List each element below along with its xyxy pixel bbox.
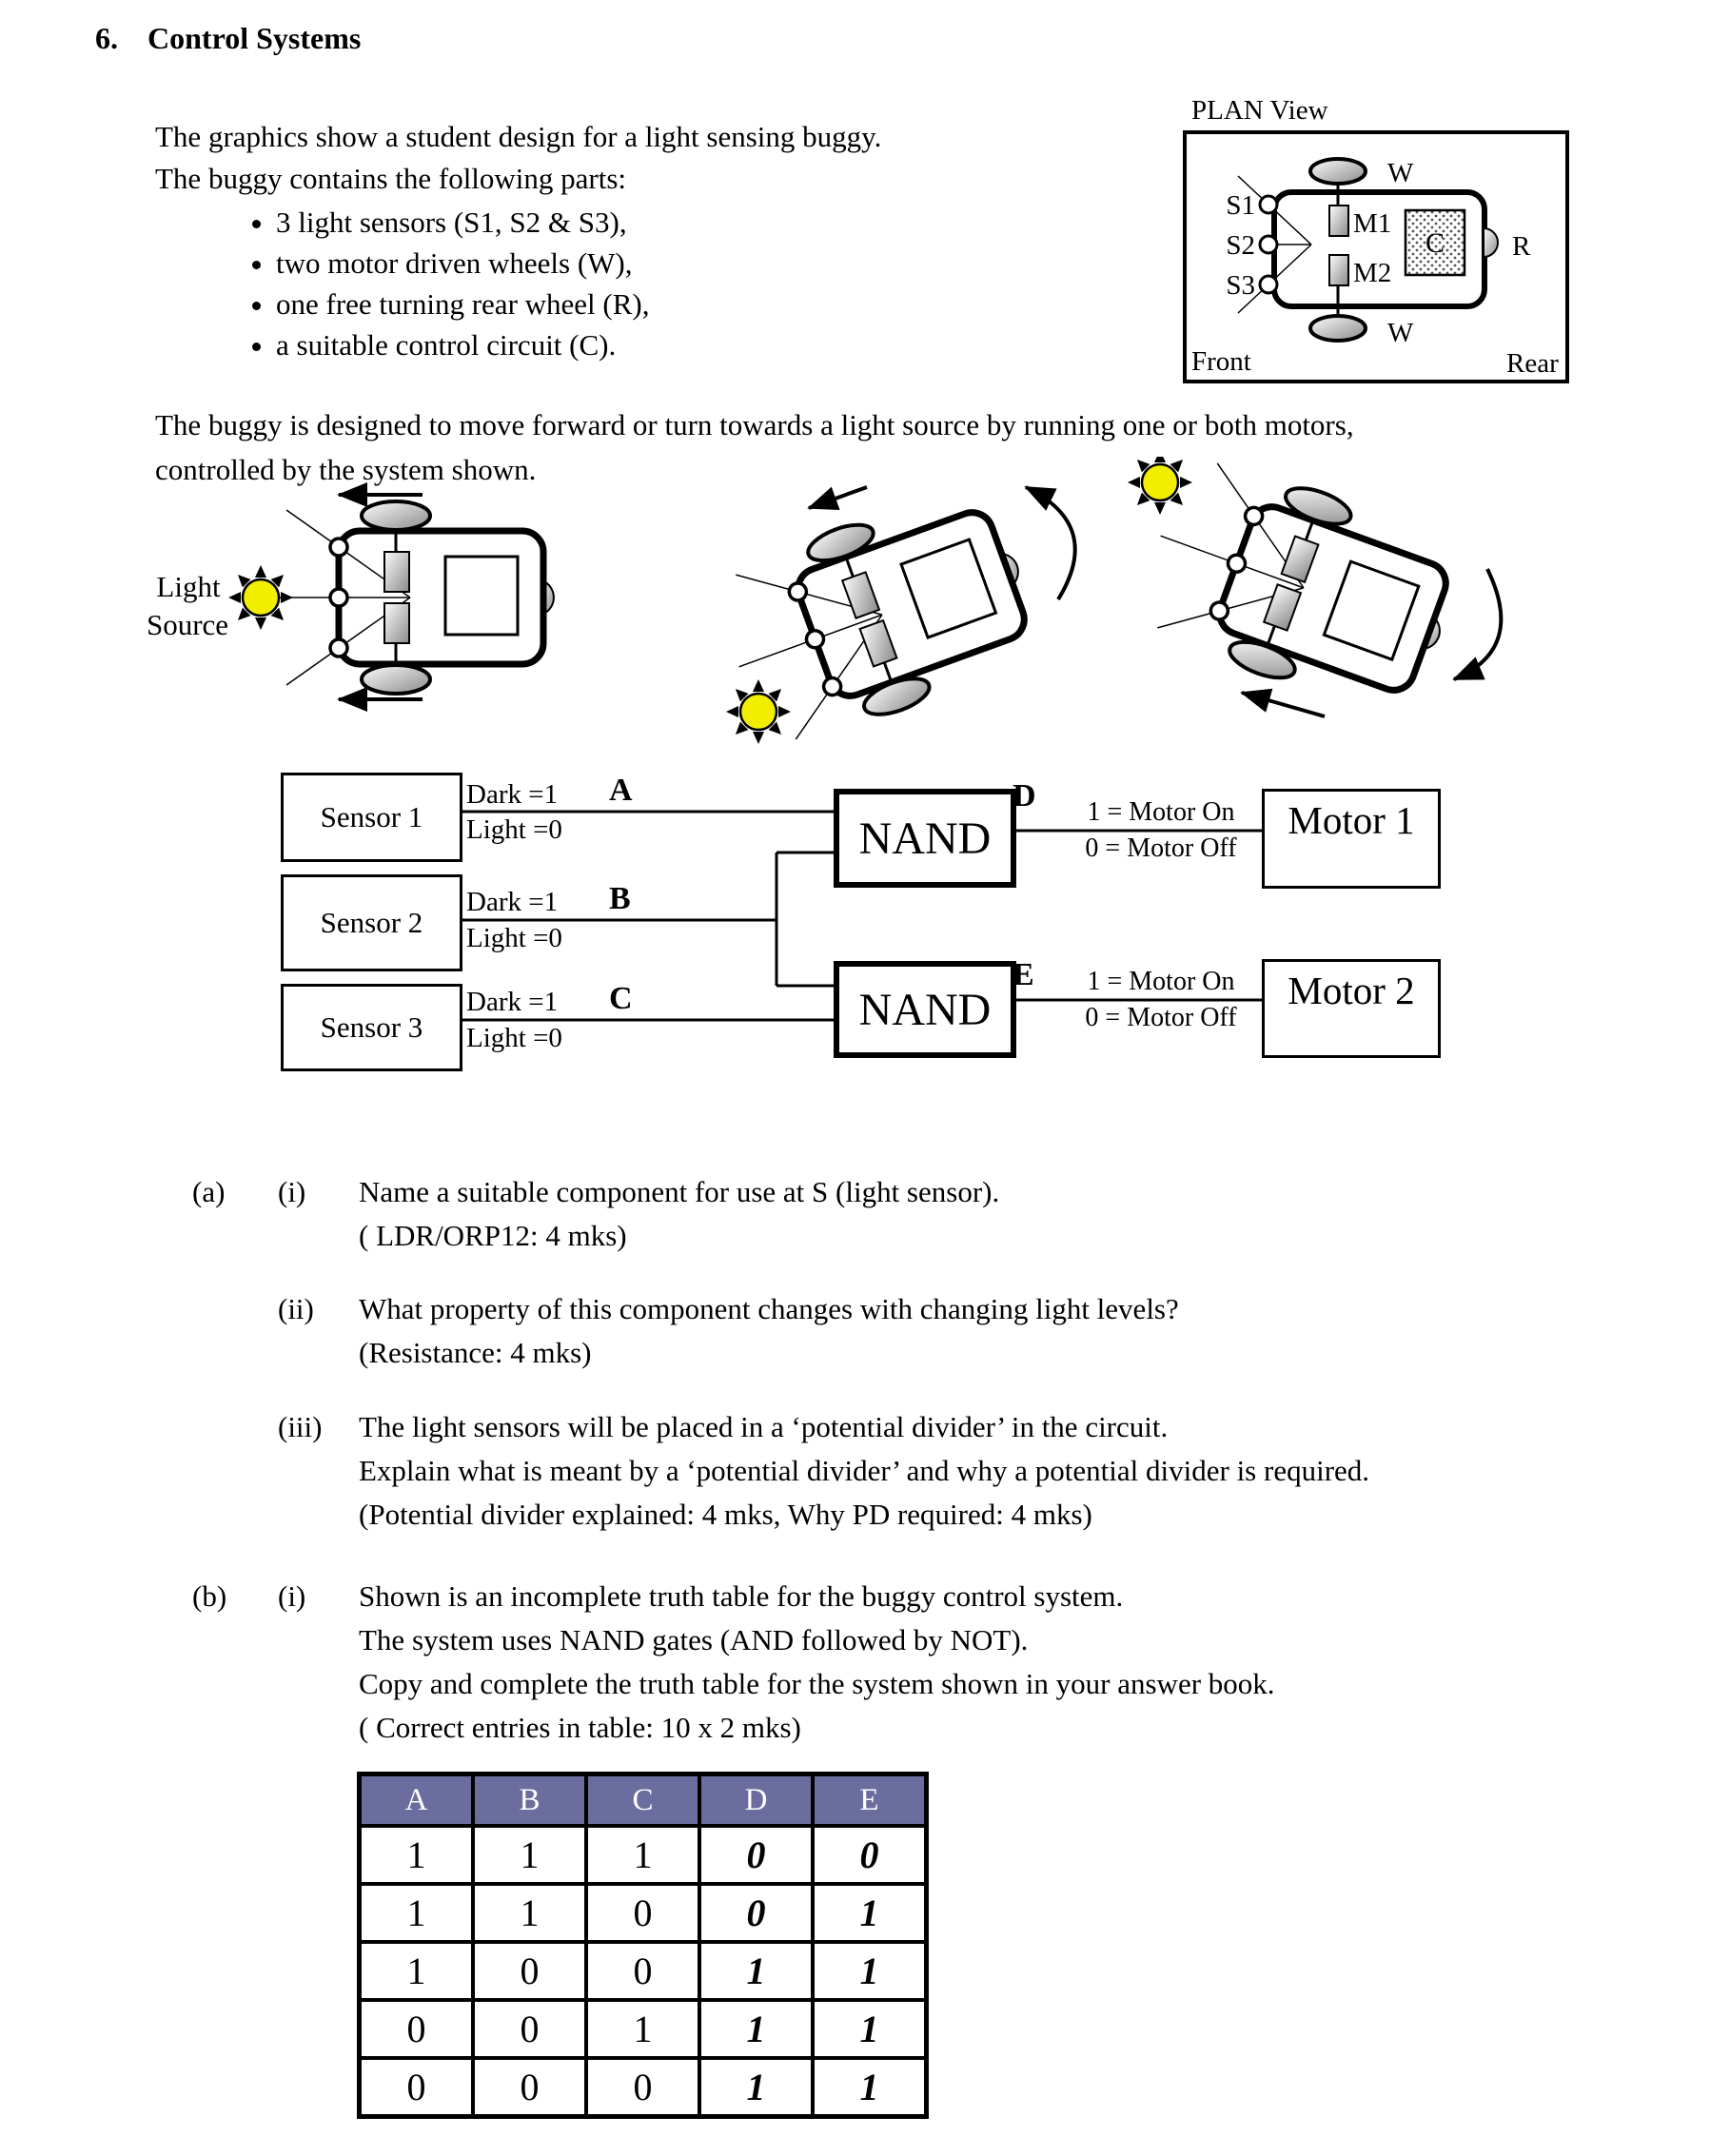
nand-gate-2: [834, 961, 1016, 1058]
sensor1-box: [281, 773, 462, 862]
motor1-box: [1262, 789, 1441, 889]
signal-c: C: [609, 981, 633, 1016]
signal-d: D: [1012, 778, 1036, 813]
answer-line: (Potential divider explained: 4 mks, Why PD required: 4 mks): [359, 1498, 1092, 1531]
light-label-c: Light =0: [466, 1023, 562, 1053]
label-s2: S2: [1226, 230, 1255, 261]
answer-line: ( LDR/ORP12: 4 mks): [359, 1219, 627, 1252]
label-w-bottom: W: [1387, 318, 1414, 348]
sensor1-label: Sensor 1: [320, 800, 423, 833]
nand2-label: NAND: [858, 984, 992, 1035]
label-m2: M2: [1353, 258, 1392, 288]
cell-answer: 1: [699, 2000, 813, 2058]
cell: 1: [473, 1826, 586, 1884]
col-header-a: A: [360, 1774, 474, 1827]
cell: 0: [473, 2000, 586, 2058]
table-row: [360, 2058, 927, 2117]
plan-view-diagram: [1183, 130, 1573, 387]
question-a-i-text: [359, 1170, 999, 1258]
col-header-e: E: [813, 1774, 927, 1827]
sensor3-label: Sensor 3: [320, 1010, 423, 1044]
signal-b: B: [609, 881, 631, 916]
marker-ii: (ii): [278, 1292, 314, 1325]
answer-line: (Resistance: 4 mks): [359, 1336, 592, 1369]
cell-answer: 0: [813, 1826, 927, 1884]
question-a-ii: [278, 1287, 1179, 1375]
table-row: [360, 1942, 927, 2000]
signal-e: E: [1012, 957, 1034, 992]
cell: 1: [360, 1884, 474, 1942]
dark-label-b: Dark =1: [466, 887, 559, 917]
list-item: • two motor driven wheels (W),: [276, 243, 649, 284]
signal-a: A: [609, 773, 633, 808]
movement-line-1: The buggy is designed to move forward or turn towards a light source by running one or both motors,: [155, 408, 1354, 441]
cell: 0: [360, 2058, 474, 2117]
light-source-label-line1: Light: [156, 570, 221, 603]
table-row: [360, 2000, 927, 2058]
sensor2-box: [281, 874, 462, 971]
cell-answer: 1: [699, 1942, 813, 2000]
turn-arrow-straight: [1242, 693, 1325, 716]
cell-answer: 1: [813, 2058, 927, 2117]
cell: 0: [360, 2000, 474, 2058]
table-row: [360, 1884, 927, 1942]
cell-answer: 1: [699, 2058, 813, 2117]
question-line: Copy and complete the truth table for the system shown in your answer book.: [359, 1667, 1275, 1700]
motor-off-label-1: 0 = Motor Off: [1085, 833, 1237, 863]
motor-off-label-2: 0 = Motor Off: [1085, 1003, 1237, 1032]
light-label-b: Light =0: [466, 923, 562, 953]
label-front: Front: [1191, 346, 1251, 377]
label-c: C: [1425, 227, 1445, 259]
label-s3: S3: [1226, 270, 1255, 301]
label-s1: S1: [1226, 190, 1255, 221]
motor2-block: [1329, 255, 1348, 285]
question-line: The light sensors will be placed in a ‘potential divider’ in the circuit.: [359, 1410, 1169, 1443]
sun-icon: [228, 565, 293, 630]
sun-icon: [1128, 457, 1192, 515]
turn-arrow-curved: [1454, 569, 1501, 679]
marker-b: (b): [192, 1579, 227, 1613]
intro-line-1: The graphics show a student design for a light sensing buggy.: [155, 120, 882, 153]
cell: 1: [586, 2000, 699, 2058]
cell: 0: [586, 1884, 699, 1942]
wheel-top: [1310, 159, 1366, 184]
page-title: Control Systems: [147, 21, 362, 55]
cell-answer: 1: [813, 2000, 927, 2058]
cell: 0: [473, 2058, 586, 2117]
cell: 1: [360, 1826, 474, 1884]
question-b-i: [192, 1575, 1275, 1750]
buggy-movement-figure: [0, 457, 1730, 785]
motor1-block: [1329, 206, 1348, 236]
nand1-label: NAND: [858, 813, 992, 864]
col-header-c: C: [586, 1774, 699, 1827]
turn-arrow-curved: [1026, 487, 1075, 599]
marker-a: (a): [192, 1175, 226, 1208]
question-b-i-text: [359, 1575, 1275, 1750]
dark-label-a: Dark =1: [466, 779, 559, 810]
sensor2-label: Sensor 2: [320, 906, 423, 939]
cell: 0: [473, 1942, 586, 2000]
light-source-label-line2: Source: [146, 608, 229, 641]
motor2-box: [1262, 959, 1441, 1058]
cell-answer: 0: [699, 1884, 813, 1942]
parts-list: [202, 202, 649, 365]
list-item: • a suitable control circuit (C).: [276, 324, 649, 365]
cell: 1: [360, 1942, 474, 2000]
table-row: [360, 1826, 927, 1884]
label-w-top: W: [1387, 158, 1414, 188]
turn-arrow-straight: [809, 487, 867, 508]
list-item: • one free turning rear wheel (R),: [276, 284, 649, 324]
sensor2-dot: [1260, 236, 1277, 253]
marker-i: (i): [278, 1175, 306, 1208]
truth-table: [357, 1772, 929, 2119]
buggy-forward: [258, 501, 554, 694]
wheel-bottom: [1310, 316, 1366, 341]
light-label-a: Light =0: [466, 814, 562, 845]
truth-table-header-row: [360, 1774, 927, 1827]
question-number: 6.: [95, 21, 118, 55]
nand-gate-1: [834, 789, 1016, 888]
question-a-ii-text: [359, 1287, 1179, 1375]
intro-line-2: The buggy contains the following parts:: [155, 162, 627, 195]
question-line: Name a suitable component for use at S (light sensor).: [359, 1175, 1000, 1208]
sun-icon: [726, 679, 791, 744]
label-r: R: [1512, 231, 1531, 262]
sensor1-dot: [1260, 196, 1277, 213]
sensor3-dot: [1260, 276, 1277, 293]
motor1-label: Motor 1: [1288, 798, 1415, 842]
label-rear: Rear: [1506, 348, 1559, 379]
col-header-d: D: [699, 1774, 813, 1827]
motor-on-label-1: 1 = Motor On: [1087, 797, 1235, 827]
question-line: The system uses NAND gates (AND followed by NOT).: [359, 1623, 1029, 1656]
cell-answer: 1: [813, 1884, 927, 1942]
movement-line-2: controlled by the system shown.: [155, 453, 537, 486]
question-line: What property of this component changes with changing light levels?: [359, 1292, 1179, 1325]
question-line: Explain what is meant by a ‘potential divider’ and why a potential divider is required.: [359, 1454, 1370, 1487]
cell: 1: [473, 1884, 586, 1942]
motor-on-label-2: 1 = Motor On: [1087, 967, 1235, 996]
cell: 1: [586, 1826, 699, 1884]
intro-paragraph: [155, 116, 881, 200]
marker-iii: (iii): [278, 1410, 323, 1443]
cell-answer: 1: [813, 1942, 927, 2000]
cell-answer: 0: [699, 1826, 813, 1884]
col-header-b: B: [473, 1774, 586, 1827]
question-a-iii: [278, 1405, 1369, 1537]
plan-view-title: PLAN View: [1191, 95, 1328, 126]
sensor3-box: [281, 984, 462, 1071]
cell: 0: [586, 2058, 699, 2117]
cell: 0: [586, 1942, 699, 2000]
dark-label-c: Dark =1: [466, 987, 559, 1017]
answer-line: ( Correct entries in table: 10 x 2 mks): [359, 1711, 801, 1744]
question-line: Shown is an incomplete truth table for the buggy control system.: [359, 1579, 1124, 1613]
question-a-iii-text: [359, 1405, 1369, 1537]
question-a-i: [192, 1170, 999, 1258]
motor2-label: Motor 2: [1288, 969, 1415, 1012]
marker-i: (i): [278, 1579, 306, 1613]
list-item: • 3 light sensors (S1, S2 & S3),: [276, 202, 649, 243]
label-m1: M1: [1353, 208, 1392, 239]
